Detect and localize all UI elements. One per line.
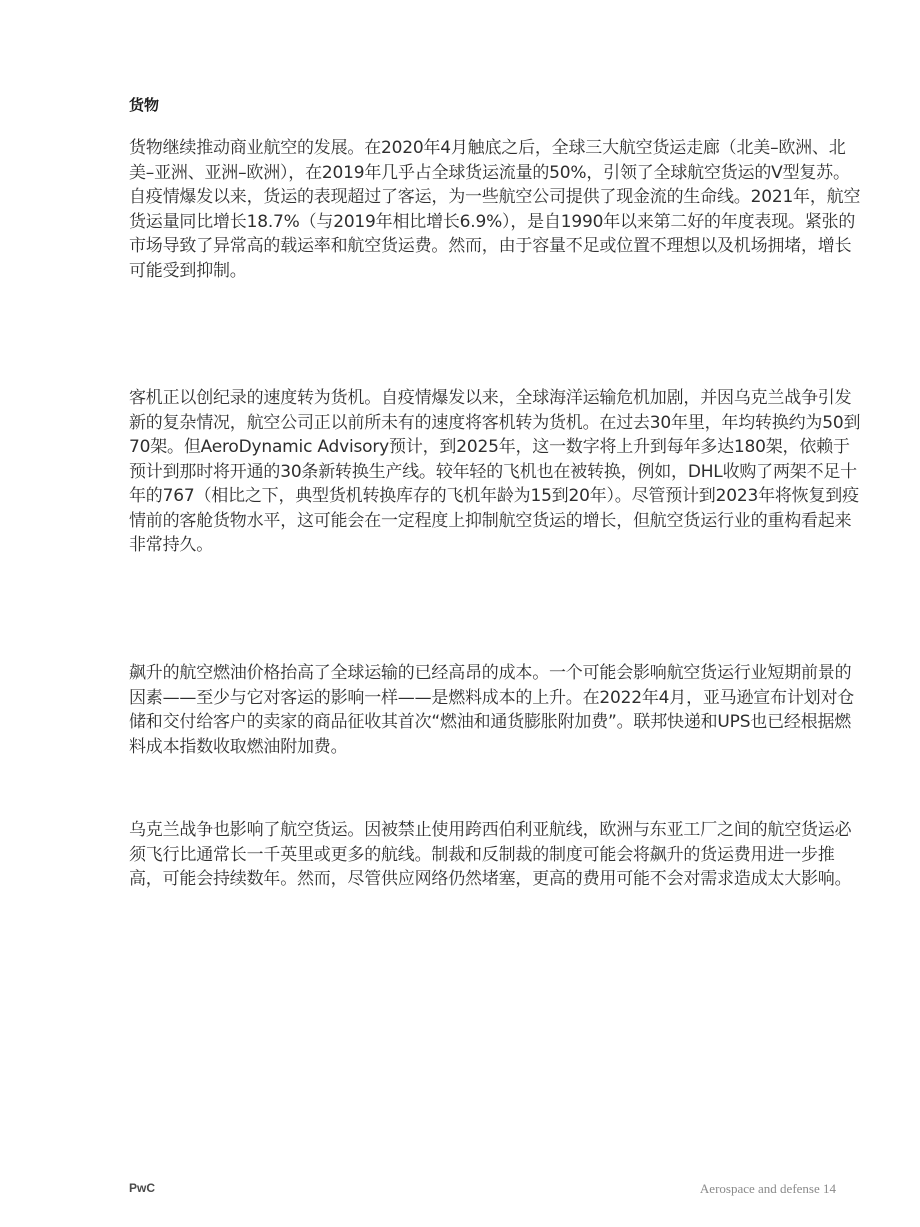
paragraph-cargo-recovery: 货物继续推动商业航空的发展。在2020年4月触底之后，全球三大航空货运走廊（北美–欧洲、北美–亚洲、亚洲–欧洲），在2019年几乎占全球货运流量的50%，引领了全球航空货运的V型复苏。自疫情爆发以来，货运的表现超过了客运，为一些航空公司提供了现金流的生命线。2021年，航空货运量同比增长18.7%（与2019年相比增长6.9%），是自1990年以来第二好的年度表现。紧张的市场导致了异常高的载运率和航空货运费。然而，由于容量不足或位置不理想以及机场拥堵，增长可能受到抑制。 (129, 138, 861, 281)
footer-brand: PwC (129, 1181, 156, 1195)
paragraph-freighter-conversion: 客机正以创纪录的速度转为货机。自疫情爆发以来，全球海洋运输危机加剧，并因乌克兰战争引发新的复杂情况，航空公司正以前所未有的速度将客机转为货机。在过去30年里，年均转换约为50到70架。但AeroDynamic Advisory预计，到2025年，这一数字将上升到每年多达180架，依赖于预计到那时将开通的30条新转换生产线。较年轻的飞机也在被转换，例如，DHL收购了两架不足十年的767（相比之下，典型货机转换库存的飞机年龄为15到20年）。尽管预计到2023年将恢复到疫情前的客舱货物水平，这可能会在一定程度上抑制航空货运的增长，但航空货运行业的重构看起来非常持久。 (129, 388, 861, 555)
paragraph-fuel-costs: 飙升的航空燃油价格抬高了全球运输的已经高昂的成本。一个可能会影响航空货运行业短期前景的因素——至少与它对客运的影响一样——是燃料成本的上升。在2022年4月，亚马逊宣布计划对仓储和交付给客户的卖家的商品征收其首次“燃油和通货膨胀附加费”。联邦快递和UPS也已经根据燃料成本指数收取燃油附加费。 (129, 663, 855, 757)
section-heading: 货物 (129, 96, 160, 114)
footer-page-label: Aerospace and defense 14 (699, 1181, 836, 1196)
paragraph-ukraine-war: 乌克兰战争也影响了航空货运。因被禁止使用跨西伯利亚航线，欧洲与东亚工厂之间的航空货运必须飞行比通常长一千英里或更多的航线。制裁和反制裁的制度可能会将飙升的货运费用进一步推高，可能会持续数年。然而，尽管供应网络仍然堵塞，更高的费用可能不会对需求造成太大影响。 (129, 820, 852, 889)
